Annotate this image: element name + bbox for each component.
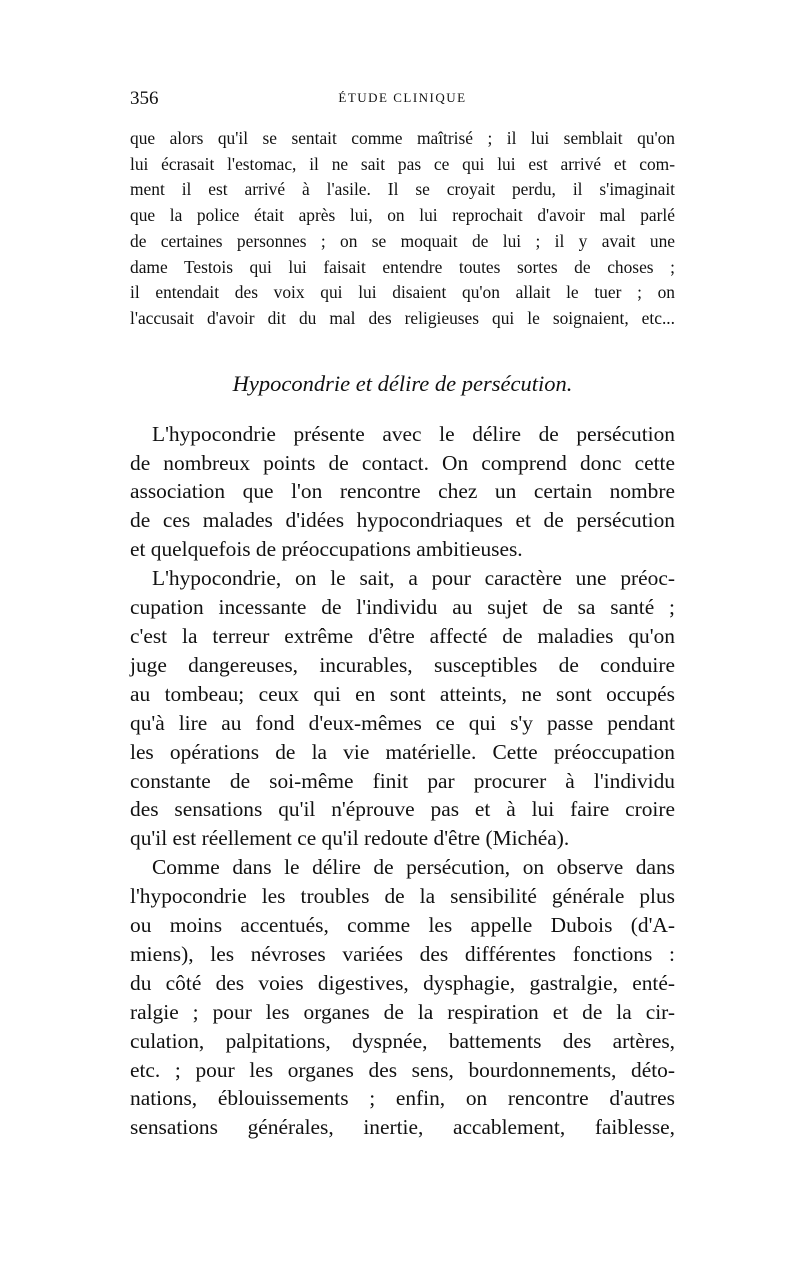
running-title: ÉTUDE CLINIQUE xyxy=(338,90,467,105)
text-line: Comme dans le délire de persécution, on observe dans xyxy=(152,855,675,880)
text-line: etc. ; pour les organes des sens, bourdonnements, déto- xyxy=(130,1057,675,1082)
text-line: de ces malades d'idées hypocondriaques et de persécution xyxy=(130,508,675,533)
text-line: l'accusait d'avoir dit du mal des religieuses qui le soignaient, etc... xyxy=(130,307,675,328)
text-line: de certaines personnes ; on se moquait de lui ; il y avait une xyxy=(130,230,675,251)
text-line: nations, éblouissements ; enfin, on rencontre d'autres xyxy=(130,1086,675,1111)
text-line: de nombreux points de contact. On comprend donc cette xyxy=(130,450,675,475)
section-title: Hypocondrie et délire de persécution. xyxy=(232,370,573,396)
text-line: que alors qu'il se sentait comme maîtrisé ; il lui semblait qu'on xyxy=(130,128,675,148)
text-line: il entendait des voix qui lui disaient qu'on allait le tuer ; on xyxy=(130,282,675,303)
text-line: qu'à lire au fond d'eux-mêmes ce qui s'y passe pendant xyxy=(130,710,675,735)
text-line: ralgie ; pour les organes de la respiration et de la cir- xyxy=(130,999,675,1024)
text-line: sensations générales, inertie, accablement, faiblesse, xyxy=(130,1115,675,1140)
text-line: juge dangereuses, incurables, susceptibles de conduire xyxy=(130,652,675,677)
text-line: dame Testois qui lui faisait entendre toutes sortes de choses ; xyxy=(130,256,675,277)
text-line: qu'il est réellement ce qu'il redoute d'être (Michéa). xyxy=(130,826,570,851)
text-line: culation, palpitations, dyspnée, battements des artères, xyxy=(130,1028,675,1053)
text-line: ment il est arrivé à l'asile. Il se croyait perdu, il s'imaginait xyxy=(130,179,675,200)
text-line: constante de soi-même finit par procurer à l'individu xyxy=(130,768,675,793)
text-line: les opérations de la vie matérielle. Cette préoccupation xyxy=(130,739,675,764)
running-head xyxy=(130,88,675,114)
page-number: 356 xyxy=(130,88,159,109)
text-line: et quelquefois de préoccupations ambitieuses. xyxy=(130,537,523,562)
text-line: au tombeau; ceux qui en sont atteints, ne sont occupés xyxy=(130,681,675,706)
text-line: l'hypocondrie les troubles de la sensibilité générale plus xyxy=(130,884,675,909)
body-text xyxy=(130,420,675,1143)
paragraph xyxy=(130,853,675,1142)
text-line: des sensations qu'il n'éprouve pas et à lui faire croire xyxy=(130,797,675,822)
paragraph xyxy=(130,420,675,565)
text-line: association que l'on rencontre chez un certain nombre xyxy=(130,479,675,504)
case-report-text xyxy=(130,126,675,332)
book-page xyxy=(130,88,675,1142)
text-line: miens), les névroses variées des différentes fonctions : xyxy=(130,941,675,966)
text-line: L'hypocondrie présente avec le délire de persécution xyxy=(152,421,675,446)
text-line: que la police était après lui, on lui reprochait d'avoir mal parlé xyxy=(130,205,675,226)
text-line: du côté des voies digestives, dysphagie, gastralgie, enté- xyxy=(130,970,675,995)
paragraph xyxy=(130,564,675,853)
text-line: c'est la terreur extrême d'être affecté de maladies qu'on xyxy=(130,623,675,648)
text-line: cupation incessante de l'individu au sujet de sa santé ; xyxy=(130,595,675,620)
text-line: L'hypocondrie, on le sait, a pour caractère une préoc- xyxy=(152,566,675,591)
text-line: ou moins accentués, comme les appelle Dubois (d'A- xyxy=(130,913,675,938)
text-line: lui écrasait l'estomac, il ne sait pas ce qui lui est arrivé et com- xyxy=(130,153,675,174)
